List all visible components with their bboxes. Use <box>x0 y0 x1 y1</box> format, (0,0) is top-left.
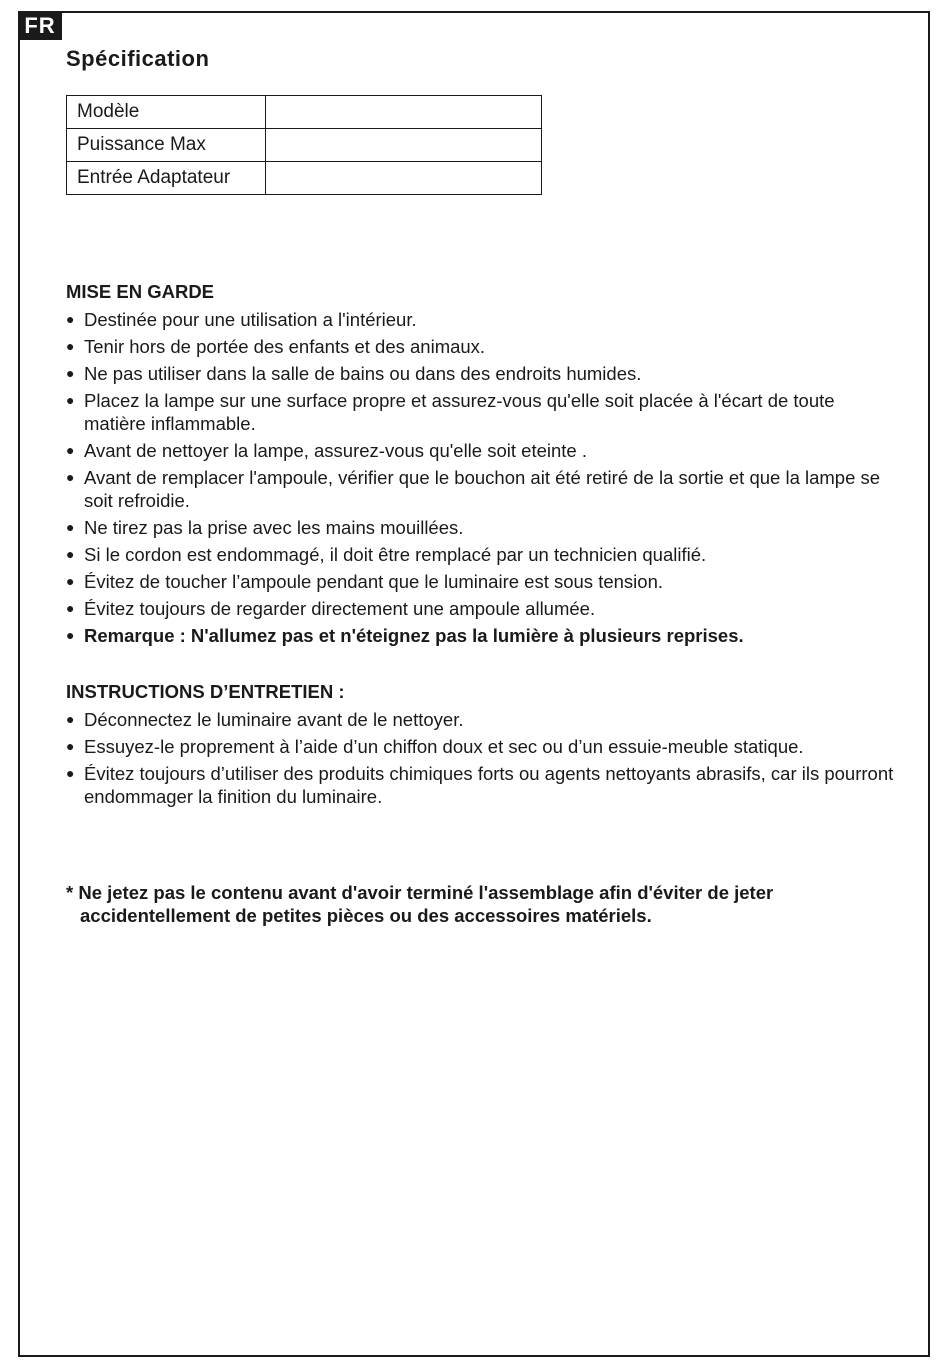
list-item <box>66 516 896 539</box>
list-item-text: Tenir hors de portée des enfants et des animaux. <box>84 336 486 357</box>
specification-title: Spécification <box>66 46 210 71</box>
table-row <box>67 96 542 129</box>
list-item <box>66 439 896 462</box>
bullet-icon: ● <box>66 765 75 781</box>
list-item <box>66 708 896 731</box>
bullet-icon: ● <box>66 519 75 535</box>
list-item <box>66 466 896 512</box>
list-item-text: Avant de remplacer l'ampoule, vérifier que le bouchon ait été retiré de la sortie et que la lampe se soit refroidie. <box>84 467 881 511</box>
specification-table <box>66 95 542 195</box>
list-item-text: Essuyez-le proprement à l’aide d’un chiffon doux et sec ou d’un essuie-meuble statique. <box>84 736 804 757</box>
bullet-icon: ● <box>66 600 75 616</box>
bullet-icon: ● <box>66 338 75 354</box>
list-item <box>66 362 896 385</box>
list-item-text: Déconnectez le luminaire avant de le nettoyer. <box>84 709 464 730</box>
list-item-text: Évitez toujours d’utiliser des produits chimiques forts ou agents nettoyants abrasifs, car ils pourront endommager la finition du luminaire. <box>84 763 894 807</box>
list-item <box>66 735 896 758</box>
list-item <box>66 389 896 435</box>
bullet-icon: ● <box>66 365 75 381</box>
warning-section <box>66 280 896 651</box>
list-item-remark <box>66 624 896 647</box>
bullet-icon: ● <box>66 711 75 727</box>
list-item-text: Placez la lampe sur une surface propre et assurez-vous qu'elle soit placée à l'écart de toute matière inflammable. <box>84 390 835 434</box>
list-item <box>66 335 896 358</box>
warning-list <box>66 308 896 647</box>
list-item <box>66 543 896 566</box>
disposal-note: * Ne jetez pas le contenu avant d'avoir terminé l'assemblage afin d'éviter de jeter accidentellement de petites pièces ou des accessoires matériels. <box>66 882 774 926</box>
maintenance-list <box>66 708 896 808</box>
list-item <box>66 570 896 593</box>
list-item-text: Ne pas utiliser dans la salle de bains ou dans des endroits humides. <box>84 363 642 384</box>
bullet-icon: ● <box>66 546 75 562</box>
bullet-icon: ● <box>66 311 75 327</box>
list-item <box>66 762 896 808</box>
table-row <box>67 162 542 195</box>
spec-label-adapter-input: Entrée Adaptateur <box>67 162 266 195</box>
spec-label-model: Modèle <box>67 96 266 129</box>
list-item-text: Ne tirez pas la prise avec les mains mouillées. <box>84 517 464 538</box>
maintenance-section <box>66 680 896 812</box>
list-item-text: Évitez toujours de regarder directement une ampoule allumée. <box>84 598 596 619</box>
bullet-icon: ● <box>66 627 75 643</box>
bullet-icon: ● <box>66 469 75 485</box>
bullet-icon: ● <box>66 738 75 754</box>
bullet-icon: ● <box>66 442 75 458</box>
list-item-text: Destinée pour une utilisation a l'intérieur. <box>84 309 417 330</box>
language-badge: FR <box>18 11 62 40</box>
spec-value-max-power <box>266 129 542 162</box>
list-item-text: Évitez de toucher l’ampoule pendant que le luminaire est sous tension. <box>84 571 663 592</box>
warning-heading: MISE EN GARDE <box>66 281 215 302</box>
table-row <box>67 129 542 162</box>
bullet-icon: ● <box>66 392 75 408</box>
spec-label-max-power: Puissance Max <box>67 129 266 162</box>
list-item <box>66 597 896 620</box>
bullet-icon: ● <box>66 573 75 589</box>
list-item-text: Remarque : N'allumez pas et n'éteignez pas la lumière à plusieurs reprises. <box>84 625 744 646</box>
list-item-text: Si le cordon est endommagé, il doit être remplacé par un technicien qualifié. <box>84 544 707 565</box>
maintenance-heading: INSTRUCTIONS D’ENTRETIEN : <box>66 681 345 702</box>
spec-value-model <box>266 96 542 129</box>
list-item <box>66 308 896 331</box>
list-item-text: Avant de nettoyer la lampe, assurez-vous qu'elle soit eteinte . <box>84 440 587 461</box>
spec-value-adapter-input <box>266 162 542 195</box>
